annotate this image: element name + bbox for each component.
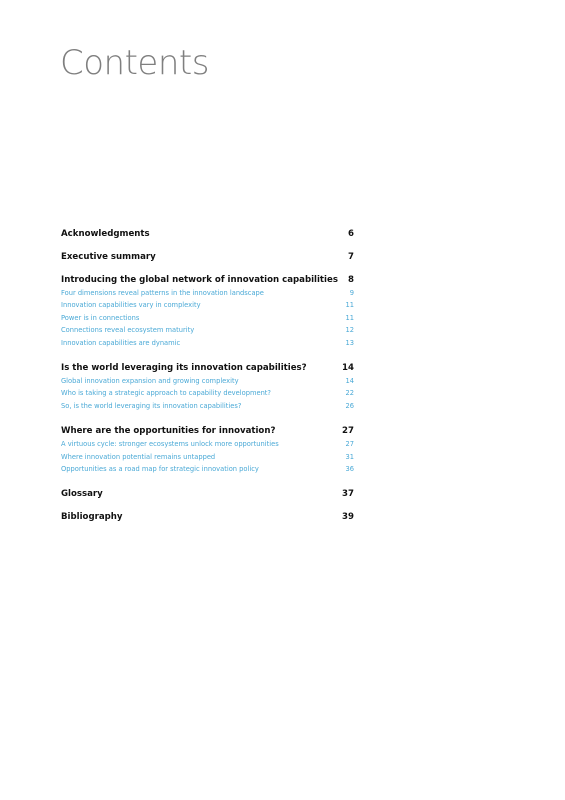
toc-entry-page: 37: [342, 489, 354, 500]
toc-subentry-title: Innovation capabilities are dynamic: [61, 338, 181, 347]
toc-subentry[interactable]: [61, 400, 354, 412]
toc-section-glossary: [61, 489, 354, 500]
toc-entry-page: 39: [342, 512, 354, 523]
toc-subentry-page: 13: [345, 338, 354, 347]
toc-subentry-page: 27: [345, 440, 354, 449]
toc-subentry-title: So, is the world leveraging its innovation capabilities?: [61, 401, 242, 410]
table-of-contents: [61, 229, 354, 523]
toc-subentry-page: 9: [349, 289, 354, 297]
toc-subentry-page: 12: [345, 326, 354, 335]
toc-subentry-title: Global innovation expansion and growing complexity: [61, 376, 239, 385]
toc-subentry-page: 14: [345, 376, 354, 385]
toc-subentry-page: 22: [345, 389, 354, 398]
toc-subentry[interactable]: [61, 324, 354, 336]
toc-subentry[interactable]: [61, 463, 354, 475]
toc-entry-title: Introducing the global network of innovation capabilities: [61, 275, 338, 285]
toc-subentry-page: 31: [345, 452, 354, 461]
toc-entry-leveraging-capabilities[interactable]: [61, 363, 354, 374]
toc-subentry[interactable]: [61, 299, 354, 311]
toc-subentry-page: 11: [345, 301, 354, 310]
toc-subentry-page: 26: [345, 401, 354, 410]
toc-section-opportunities: [61, 426, 354, 475]
toc-entry-title: Where are the opportunities for innovation?: [61, 426, 276, 437]
toc-entry-glossary[interactable]: [61, 489, 354, 500]
toc-entry-title: Bibliography: [61, 512, 123, 523]
toc-subentry-title: Connections reveal ecosystem maturity: [61, 326, 195, 335]
toc-subentry[interactable]: [61, 375, 354, 387]
toc-subentry[interactable]: [61, 451, 354, 463]
toc-subentry-page: 36: [345, 464, 354, 473]
toc-entry-page: 14: [342, 362, 354, 373]
toc-entry-page: 27: [342, 426, 354, 437]
toc-subentry-title: Where innovation potential remains untapped: [61, 452, 216, 461]
toc-entry-acknowledgments[interactable]: [61, 229, 354, 240]
toc-section-acknowledgments: [61, 229, 354, 240]
toc-section-executive-summary: [61, 252, 354, 263]
toc-subentry-title: Power is in connections: [61, 313, 140, 322]
toc-subentry[interactable]: [61, 337, 354, 349]
toc-entry-bibliography[interactable]: [61, 512, 354, 523]
toc-entry-title: Executive summary: [61, 252, 156, 262]
toc-subentry[interactable]: [61, 438, 354, 450]
toc-entry-introducing-network[interactable]: [61, 275, 354, 286]
toc-entry-title: Glossary: [61, 489, 103, 500]
toc-subentry-title: A virtuous cycle: stronger ecosystems unlock more opportunities: [61, 440, 279, 449]
toc-section-leveraging-capabilities: [61, 363, 354, 412]
toc-section-bibliography: [61, 512, 354, 523]
toc-subentry[interactable]: [61, 312, 354, 324]
toc-subentry-title: Opportunities as a road map for strategic innovation policy: [61, 464, 259, 473]
toc-entry-executive-summary[interactable]: [61, 252, 354, 263]
toc-subentry[interactable]: [61, 387, 354, 399]
toc-entry-page: 8: [348, 275, 354, 285]
toc-subentry[interactable]: [61, 287, 354, 299]
toc-subentry-page: 11: [345, 313, 354, 322]
toc-entry-page: 7: [348, 252, 354, 262]
toc-subentry-title: Who is taking a strategic approach to capability development?: [61, 389, 271, 398]
toc-entry-title: Acknowledgments: [61, 229, 150, 239]
toc-subentry-title: Innovation capabilities vary in complexity: [61, 301, 201, 310]
toc-entry-page: 6: [348, 229, 354, 239]
toc-entry-title: Is the world leveraging its innovation capabilities?: [61, 362, 307, 373]
toc-section-introducing-network: [61, 275, 354, 349]
toc-entry-opportunities[interactable]: [61, 426, 354, 437]
page-title: Contents: [60, 43, 209, 83]
toc-subentry-title: Four dimensions reveal patterns in the innovation landscape: [61, 289, 264, 297]
